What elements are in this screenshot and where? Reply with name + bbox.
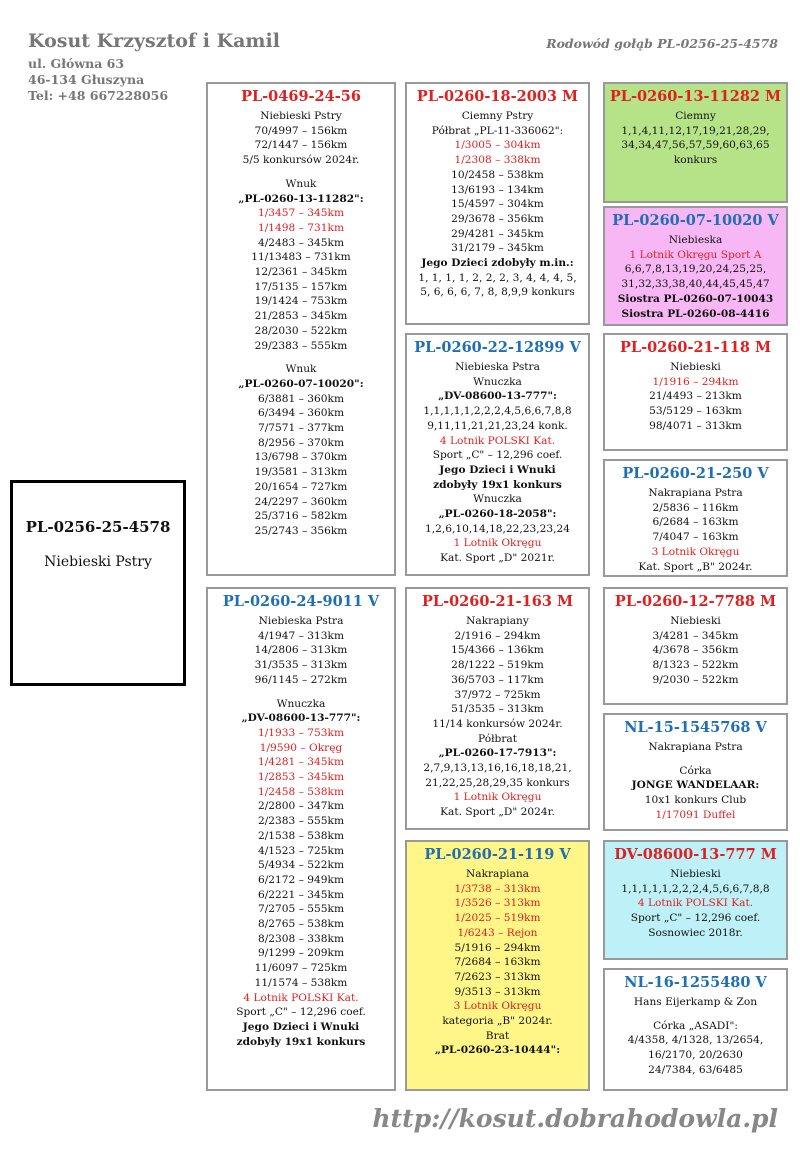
mmm-line: Hans Eijerkamp & Zon bbox=[633, 996, 758, 1008]
mmm-line: 16/2170, 20/2630 bbox=[648, 1049, 743, 1062]
ff-line: 10/2458 – 538km bbox=[451, 168, 544, 181]
mf-line: Kat. Sport „D" 2024r. bbox=[440, 806, 555, 819]
mf-line: 2/1916 – 294km bbox=[454, 629, 541, 642]
mother-line: 1/9590 – Okręg bbox=[259, 741, 343, 754]
mother-line: 6/2221 – 345km bbox=[258, 888, 344, 901]
mm-line: 3 Lotnik Okręgu bbox=[453, 1000, 542, 1013]
mother-line: 1/2458 – 538km bbox=[258, 785, 344, 798]
mother-line: 2/2800 – 347km bbox=[258, 800, 344, 813]
mf-line: „PL-0260-17-7913": bbox=[438, 747, 557, 760]
owner-name: Kosut Krzysztof i Kamil bbox=[28, 30, 280, 52]
mother-line: 6/2172 – 949km bbox=[258, 873, 344, 886]
ffm-line: 1 Lotnik Okręgu Sport A bbox=[629, 248, 762, 261]
mmf-box bbox=[603, 840, 788, 960]
mfm-line: Córka bbox=[679, 764, 712, 777]
mm-line: 7/2623 – 313km bbox=[454, 970, 541, 983]
fmm-line: 6/2684 – 163km bbox=[652, 516, 739, 529]
mother-line: 4/1523 – 725km bbox=[258, 844, 344, 857]
mmm-line: Córka „ASADI": bbox=[653, 1019, 738, 1032]
mother-line: 1/4281 – 345km bbox=[258, 756, 344, 769]
spacer bbox=[607, 1010, 784, 1019]
ff-line: Jego Dzieci zdobyły m.in.: bbox=[421, 257, 574, 270]
mother-line: 4/1947 – 313km bbox=[258, 629, 344, 642]
father-line: 19/1424 – 753km bbox=[254, 295, 348, 308]
fm-line: „PL-0260-18-2058": bbox=[438, 508, 557, 521]
father-line: Niebieski Pstry bbox=[260, 110, 342, 122]
mother-ring: PL-0260-24-9011 V bbox=[222, 593, 380, 610]
mf-line: 1 Lotnik Okręgu bbox=[453, 791, 542, 804]
fm-line: 1,2,6,10,14,18,22,23,23,24 bbox=[425, 522, 570, 535]
address-city: 46-134 Głuszyna bbox=[28, 72, 145, 87]
mmm-ring: NL-16-1255480 V bbox=[624, 974, 767, 991]
father-line: Wnuk bbox=[285, 363, 317, 376]
main-ring: PL-0256-25-4578 bbox=[25, 518, 171, 536]
ff-line: Ciemny Pstry bbox=[461, 110, 534, 122]
father-line: 20/1654 – 727km bbox=[254, 480, 348, 493]
mm-line: Brat bbox=[485, 1029, 510, 1042]
fmm-line: Kat. Sport „B" 2024r. bbox=[638, 560, 753, 573]
mff-line: 8/1323 – 522km bbox=[652, 659, 739, 672]
fmf-line: 53/5129 – 163km bbox=[649, 405, 742, 418]
mff-line: 9/2030 – 522km bbox=[652, 673, 739, 686]
mm-line: 1/3526 – 313km bbox=[454, 897, 541, 910]
mother-line: 9/1299 – 209km bbox=[258, 947, 344, 960]
ff-line: 1/3005 – 304km bbox=[454, 139, 541, 152]
mf-box bbox=[405, 587, 590, 830]
fmf-line: 1/1916 – 294km bbox=[652, 375, 739, 388]
fmf-ring: PL-0260-21-118 M bbox=[619, 339, 772, 356]
ff-line: 29/4281 – 345km bbox=[451, 227, 544, 240]
mm-ring: PL-0260-21-119 V bbox=[424, 846, 571, 863]
ff-box bbox=[405, 82, 590, 325]
father-line: 21/2853 – 345km bbox=[254, 310, 348, 323]
ffm-line: 6,6,7,8,13,19,20,24,25,25, bbox=[624, 263, 767, 276]
fm-line: Niebieska Pstra bbox=[455, 361, 540, 373]
fmm-ring: PL-0260-21-250 V bbox=[622, 465, 769, 482]
mother-line: Jego Dzieci i Wnuki bbox=[242, 1020, 360, 1033]
mother-box bbox=[206, 587, 396, 1091]
ff-line: 1, 1, 1, 1, 2, 2, 2, 3, 4, 4, 4, 5, bbox=[418, 271, 577, 284]
mm-line: 1/3738 – 313km bbox=[454, 882, 541, 895]
fff-line: 34,34,47,56,57,59,60,63,65 bbox=[621, 139, 770, 152]
ff-line: 13/6193 – 134km bbox=[451, 183, 544, 196]
father-line: 13/6798 – 370km bbox=[254, 451, 348, 464]
fm-line: 1 Lotnik Okręgu bbox=[453, 537, 542, 550]
mmf-line: Niebieski bbox=[670, 868, 721, 880]
mm-line: 5/1916 – 294km bbox=[454, 941, 541, 954]
ff-line: 15/4597 – 304km bbox=[451, 198, 544, 211]
father-line: 28/2030 – 522km bbox=[254, 324, 348, 337]
mm-line: Nakrapiana bbox=[465, 868, 529, 880]
mfm-box bbox=[603, 713, 788, 831]
mfm-line: 1/17091 Duffel bbox=[655, 808, 736, 821]
ffm-box bbox=[603, 206, 788, 326]
fff-line: Ciemny bbox=[675, 110, 716, 122]
mmm-line: 24/7384, 63/6485 bbox=[648, 1063, 743, 1076]
ff-line: 29/3678 – 356km bbox=[451, 212, 544, 225]
fff-box bbox=[603, 82, 788, 203]
mm-line: 9/3513 – 313km bbox=[454, 985, 541, 998]
mf-line: 21,22,25,28,29,35 konkurs bbox=[425, 776, 570, 789]
fmm-line: Nakrapiana Pstra bbox=[648, 487, 743, 499]
father-line: 4/2483 – 345km bbox=[258, 236, 344, 249]
father-line: 5/5 konkursów 2024r. bbox=[242, 154, 360, 167]
mf-line: 28/1222 – 519km bbox=[451, 659, 544, 672]
fmf-box bbox=[603, 333, 788, 451]
mf-line: 37/972 – 725km bbox=[454, 688, 541, 701]
father-line: 6/3494 – 360km bbox=[258, 407, 344, 420]
father-line: 70/4997 – 156km bbox=[254, 124, 348, 137]
fmf-line: 21/4493 – 213km bbox=[649, 390, 742, 403]
father-box bbox=[206, 82, 396, 576]
mff-line: 3/4281 – 345km bbox=[652, 629, 739, 642]
fmm-line: 7/4047 – 163km bbox=[652, 531, 739, 544]
mfm-line: 10x1 konkurs Club bbox=[644, 794, 747, 807]
fmf-line: Niebieski bbox=[670, 361, 721, 373]
fmf-line: 98/4071 – 313km bbox=[649, 419, 742, 432]
ff-ring: PL-0260-18-2003 M bbox=[416, 88, 579, 105]
father-ring: PL-0469-24-56 bbox=[241, 88, 361, 105]
mother-line: 7/2705 – 555km bbox=[258, 903, 344, 916]
father-line: Wnuk bbox=[285, 177, 317, 190]
mother-line: 11/1574 – 538km bbox=[254, 976, 348, 989]
father-line: 1/3457 – 345km bbox=[258, 207, 344, 220]
mother-line: 8/2308 – 338km bbox=[258, 932, 344, 945]
fm-line: 1,1,1,1,1,2,2,2,4,5,6,6,7,8,8 bbox=[423, 405, 572, 418]
mother-line: „DV-08600-13-777": bbox=[241, 712, 361, 725]
father-line: 24/2297 – 360km bbox=[254, 495, 348, 508]
father-line: 7/7571 – 377km bbox=[258, 422, 344, 435]
spacer bbox=[210, 353, 392, 362]
mother-line: Sport „C" – 12,296 coef. bbox=[236, 1006, 366, 1019]
mother-line: 5/4934 – 522km bbox=[258, 859, 344, 872]
mm-line: 1/6243 – Rejon bbox=[457, 926, 538, 939]
mother-line: Wnuczka bbox=[276, 697, 326, 710]
mf-ring: PL-0260-21-163 M bbox=[421, 593, 574, 610]
fm-line: 9,11,11,21,21,23,24 konk. bbox=[427, 419, 568, 432]
mmf-line: 1,1,1,1,1,2,2,2,4,5,6,6,7,8,8 bbox=[621, 882, 770, 895]
father-line: 6/3881 – 360km bbox=[258, 392, 344, 405]
fm-line: zdobyły 19x1 konkurs bbox=[433, 478, 562, 491]
spacer bbox=[210, 168, 392, 177]
father-line: 8/2956 – 370km bbox=[258, 436, 344, 449]
mf-line: 11/14 konkursów 2024r. bbox=[432, 717, 563, 730]
address-street: ul. Główna 63 bbox=[28, 56, 125, 71]
website-url[interactable]: http://kosut.dobrahodowla.pl bbox=[372, 1104, 778, 1133]
mother-line: 4 Lotnik POLSKI Kat. bbox=[243, 991, 359, 1004]
mff-line: Niebieski bbox=[670, 615, 721, 627]
mm-line: 7/2684 – 163km bbox=[454, 956, 541, 969]
mmf-ring: DV-08600-13-777 M bbox=[614, 846, 777, 863]
fm-line: 4 Lotnik POLSKI Kat. bbox=[439, 434, 556, 447]
fm-line: Wnuczka bbox=[473, 375, 522, 388]
father-line: 17/5135 – 157km bbox=[254, 280, 348, 293]
fm-line: Wnuczka bbox=[473, 493, 522, 506]
mfm-line: JONGE WANDELAAR: bbox=[631, 779, 760, 792]
fff-line: konkurs bbox=[673, 154, 718, 167]
fff-line: 1,1,4,11,12,17,19,21,28,29, bbox=[621, 124, 770, 137]
mf-line: 51/3535 – 313km bbox=[451, 703, 544, 716]
mother-line: 11/6097 – 725km bbox=[254, 962, 348, 975]
mother-line: 2/2383 – 555km bbox=[258, 815, 344, 828]
ffm-line: Siostra PL-0260-07-10043 bbox=[617, 292, 774, 305]
spacer bbox=[210, 688, 392, 697]
mff-ring: PL-0260-12-7788 M bbox=[614, 593, 777, 610]
mfm-ring: NL-15-1545768 V bbox=[624, 719, 767, 736]
father-line: „PL-0260-13-11282": bbox=[238, 192, 364, 205]
mm-box bbox=[405, 840, 590, 1091]
mf-line: Półbrat bbox=[478, 732, 517, 745]
ff-line: 1/2308 – 338km bbox=[454, 154, 541, 167]
mf-line: 15/4366 – 136km bbox=[451, 644, 544, 657]
mm-line: kategoria „B" 2024r. bbox=[442, 1015, 553, 1028]
father-line: „PL-0260-07-10020": bbox=[238, 377, 364, 390]
fmm-line: 3 Lotnik Okręgu bbox=[651, 545, 740, 558]
father-line: 72/1447 – 156km bbox=[254, 139, 348, 152]
fmm-box bbox=[603, 459, 788, 577]
ffm-ring: PL-0260-07-10020 V bbox=[612, 212, 779, 229]
ffm-line: Siostra PL-0260-08-4416 bbox=[621, 307, 770, 320]
father-line: 1/1498 – 731km bbox=[258, 221, 344, 234]
mother-line: Niebieska Pstra bbox=[258, 615, 344, 627]
mother-line: 96/1145 – 272km bbox=[254, 673, 348, 686]
mmm-line: 4/4358, 4/1328, 13/2654, bbox=[627, 1034, 764, 1047]
mm-line: 1/2025 – 519km bbox=[454, 912, 541, 925]
main-pigeon-box bbox=[10, 480, 186, 686]
mother-line: zdobyły 19x1 konkurs bbox=[236, 1035, 366, 1048]
mother-line: 8/2765 – 538km bbox=[258, 918, 344, 931]
mfm-line: Nakrapiana Pstra bbox=[648, 741, 743, 753]
father-line: 29/2383 – 555km bbox=[254, 339, 348, 352]
mmm-box bbox=[603, 968, 788, 1091]
ffm-line: 31,32,33,38,40,44,45,45,47 bbox=[621, 278, 770, 291]
mother-line: 14/2806 – 313km bbox=[254, 644, 348, 657]
mff-line: 4/3678 – 356km bbox=[652, 644, 739, 657]
fm-line: Sport „C" – 12,296 coef. bbox=[432, 449, 563, 462]
pedigree-title: Rodowód gołąb PL-0256-25-4578 bbox=[546, 36, 778, 51]
fm-box bbox=[405, 333, 590, 576]
mmf-line: Sport „C" – 12,296 coef. bbox=[630, 912, 761, 925]
fmm-line: 2/5836 – 116km bbox=[652, 501, 739, 514]
father-line: 25/2743 – 356km bbox=[254, 524, 348, 537]
mother-line: 1/2853 – 345km bbox=[258, 771, 344, 784]
fm-ring: PL-0260-22-12899 V bbox=[414, 339, 581, 356]
mother-line: 31/3535 – 313km bbox=[254, 659, 348, 672]
address-phone: Tel: +48 667228056 bbox=[28, 88, 169, 103]
mff-box bbox=[603, 587, 788, 705]
father-line: 19/3581 – 313km bbox=[254, 466, 348, 479]
owner-address bbox=[28, 56, 168, 104]
fm-line: Kat. Sport „D" 2021r. bbox=[440, 552, 555, 565]
father-line: 25/3716 – 582km bbox=[254, 510, 348, 523]
mother-line: 2/1538 – 538km bbox=[258, 829, 344, 842]
mother-line: 1/1933 – 753km bbox=[258, 726, 344, 739]
mmf-line: 4 Lotnik POLSKI Kat. bbox=[637, 897, 754, 910]
main-color: Niebieski Pstry bbox=[44, 554, 152, 570]
spacer bbox=[607, 755, 784, 764]
father-line: 11/13483 – 731km bbox=[251, 251, 351, 264]
father-line: 12/2361 – 345km bbox=[254, 266, 348, 279]
ff-line: Półbrat „PL-11-336062": bbox=[431, 124, 564, 137]
ff-line: 5, 6, 6, 6, 7, 8, 8,9,9 konkurs bbox=[420, 286, 575, 299]
mm-line: „PL-0260-23-10444": bbox=[434, 1044, 561, 1057]
fff-ring: PL-0260-13-11282 M bbox=[609, 88, 782, 105]
mf-line: 36/5703 – 117km bbox=[451, 673, 544, 686]
ffm-line: Niebieska bbox=[668, 234, 723, 246]
mmf-line: Sosnowiec 2018r. bbox=[648, 926, 743, 939]
fm-line: „DV-08600-13-777": bbox=[438, 390, 557, 403]
ff-line: 31/2179 – 345km bbox=[451, 242, 544, 255]
mf-line: Nakrapiany bbox=[466, 615, 529, 627]
fm-line: Jego Dzieci i Wnuki bbox=[439, 463, 556, 476]
mf-line: 2,7,9,13,13,16,16,18,18,21, bbox=[423, 762, 572, 775]
